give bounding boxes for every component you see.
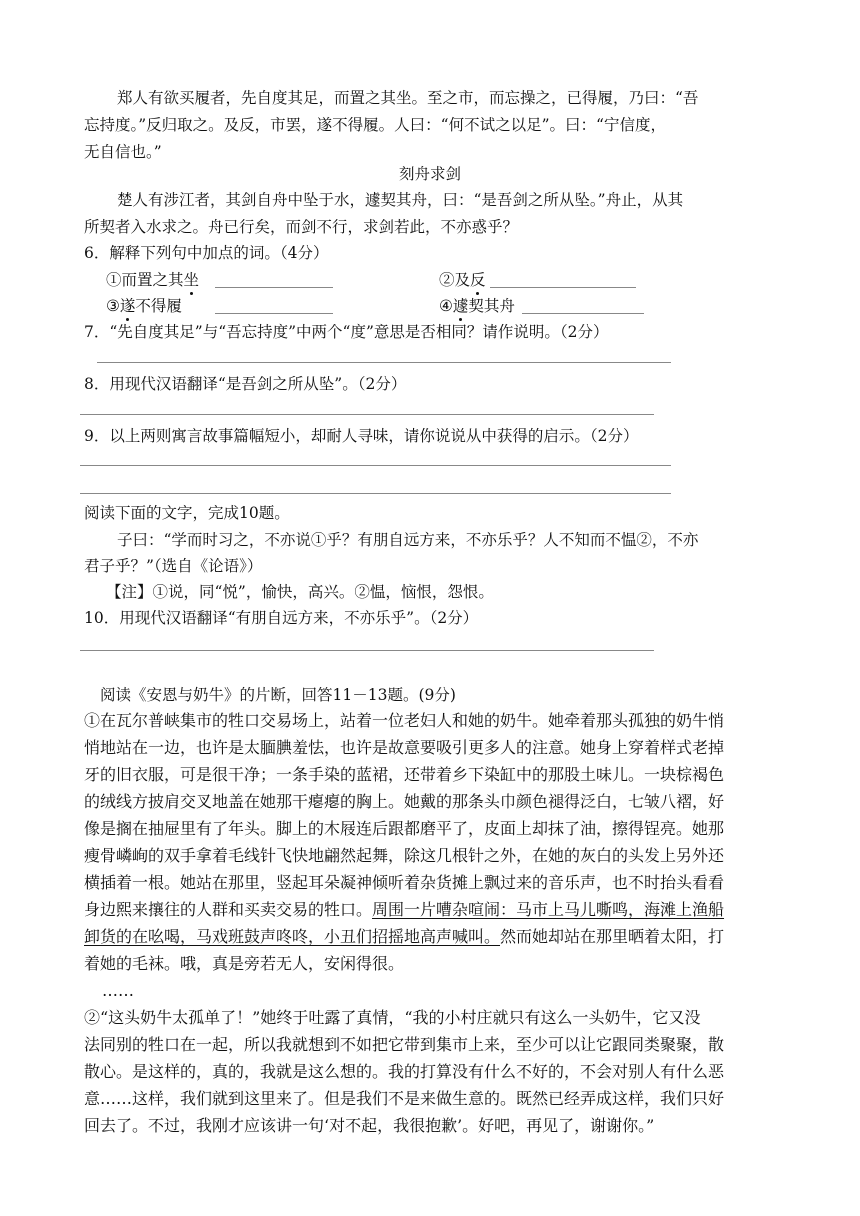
reading-10-note: 【注】①说，同“悦”，愉快，高兴。②愠，恼恨，怨恨。 (106, 583, 494, 601)
p1-line-5: 像是搁在抽屉里有了年头。脚上的木屐连后跟都磨平了，皮面上却抹了油，擦得锃亮。她那 (84, 819, 725, 838)
p1-line-10: 着她的毛袜。哦，真是旁若无人，安闲得很。 (84, 954, 405, 973)
p2-line-2: 法同别的牲口在一起，所以我就想到不如把它带到集市上来，至少可以让它跟同类聚聚，散 (84, 1035, 725, 1054)
question-6-item-4: ④遽契其舟 (439, 297, 515, 315)
answer-line-9-1[interactable] (80, 465, 671, 466)
answer-line-8[interactable] (80, 414, 654, 415)
answer-line-7[interactable] (97, 362, 671, 363)
reading-10-text-line-2: 君子乎？”（选自《论语》） (84, 557, 263, 575)
passage1-line-3: 无自信也。” (84, 143, 162, 161)
ellipsis: …… (102, 981, 134, 1000)
p2-line-5: 回去了。不过，我刚才应该讲一句‘对不起，我很抱歉’。好吧，再见了，谢谢你。” (84, 1116, 655, 1135)
p1-line-3: 牙的旧衣服，可是很干净；一条手染的蓝裙，还带着乡下染缸中的那股土味儿。一块棕褐色 (84, 765, 725, 784)
passage2-title: 刻舟求剑 (398, 165, 461, 183)
question-6-stem: 6．解释下列句中加点的词。（4分） (84, 244, 329, 262)
p1-line-4: 的绒线方披肩交叉地盖在她那干瘪瘪的胸上。她戴的那条头巾颜色褪得泛白，七皱八褶，好 (84, 792, 725, 811)
question-10-stem: 10．用现代汉语翻译“有朋自远方来，不亦乐乎”。（2分） (84, 609, 479, 627)
answer-line-10[interactable] (80, 650, 654, 651)
answer-blank-6-2[interactable] (490, 287, 636, 288)
p2-line-3: 散心。是这样的，真的，我就是这么想的。我的打算没有什么不好的，不会对别人有什么恶 (84, 1062, 725, 1081)
answer-line-9-2[interactable] (80, 493, 671, 494)
passage1-line-1: 郑人有欲买履者，先自度其足，而置之其坐。至之市，而忘操之，已得履，乃曰：“吾 (117, 89, 699, 107)
underlined-sentence-part-2: 卸货的在吆喝，马戏班鼓声咚咚，小丑们招摇地高声喊叫。 (84, 927, 501, 946)
p1-line-8: 身边熙来攘往的人群和买卖交易的牲口。周围一片嘈杂喧闹：马市上马儿嘶鸣，海滩上渔船 (84, 900, 725, 919)
underlined-sentence-part-1: 周围一片嘈杂喧闹：马市上马儿嘶鸣，海滩上渔船 (372, 900, 725, 919)
p2-line-1: ②“这头奶牛太孤单了！”她终于吐露了真情，“我的小村庄就只有这么一头奶牛，它又没 (84, 1008, 701, 1027)
answer-blank-6-4[interactable] (522, 313, 644, 314)
question-6-item-1: ①而置之其坐 (106, 271, 200, 289)
p1-line-6: 瘦骨嶙峋的双手拿着毛线针飞快地翩然起舞，除这几根针之外，在她的灰白的头发上另外还 (84, 846, 725, 865)
passage2-line-2: 所契者入水求之。舟已行矣，而剑不行，求剑若此，不亦惑乎？ (84, 218, 519, 236)
p2-line-4: 意……这样，我们就到这里来了。但是我们不是来做生意的。既然已经弄成这样，我们只好 (84, 1089, 725, 1108)
answer-blank-6-1[interactable] (215, 287, 333, 288)
question-6-item-3: ③遂不得履 (106, 297, 182, 315)
reading-10-intro: 阅读下面的文字，完成10题。 (84, 504, 290, 522)
reading-10-text-line-1: 子曰：“学而时习之，不亦说①乎？有朋自远方来，不亦乐乎？人不知而不愠②，不亦 (117, 531, 699, 549)
question-6-item-2: ②及反 (439, 271, 486, 289)
passage1-line-2: 忘持度。”反归取之。及反，市罢，遂不得履。人曰：“何不试之以足”。曰：“宁信度， (84, 116, 666, 134)
reading-11-intro: 阅读《安恩与奶牛》的片断，回答11－13题。(9分) (100, 686, 456, 704)
p1-line-7: 横插着一根。她站在那里，竖起耳朵凝神倾听着杂货摊上飘过来的音乐声，也不时抬头看看 (84, 873, 725, 892)
p1-line-9: 卸货的在吆喝，马戏班鼓声咚咚，小丑们招摇地高声喊叫。然而她却站在那里晒着太阳，打 (84, 927, 725, 946)
question-7-stem: 7．“先自度其足”与“吾忘持度”中两个“度”意思是否相同？请作说明。（2分） (84, 323, 609, 341)
passage2-line-1: 楚人有涉江者，其剑自舟中坠于水，遽契其舟，曰：“是吾剑之所从坠。”舟止，从其 (117, 191, 684, 209)
question-9-stem: 9．以上两则寓言故事篇幅短小，却耐人寻味，请你说说从中获得的启示。（2分） (84, 427, 639, 445)
p1-line-2: 悄地站在一边，也许是太腼腆羞怯，也许是故意要吸引更多人的注意。她身上穿着样式老掉 (84, 738, 725, 757)
p1-line-1: ①在瓦尔普峡集市的牲口交易场上，站着一位老妇人和她的奶牛。她牵着那头孤独的奶牛悄 (84, 711, 725, 730)
question-8-stem: 8．用现代汉语翻译“是吾剑之所从坠”。（2分） (84, 375, 407, 393)
answer-blank-6-3[interactable] (215, 313, 333, 314)
